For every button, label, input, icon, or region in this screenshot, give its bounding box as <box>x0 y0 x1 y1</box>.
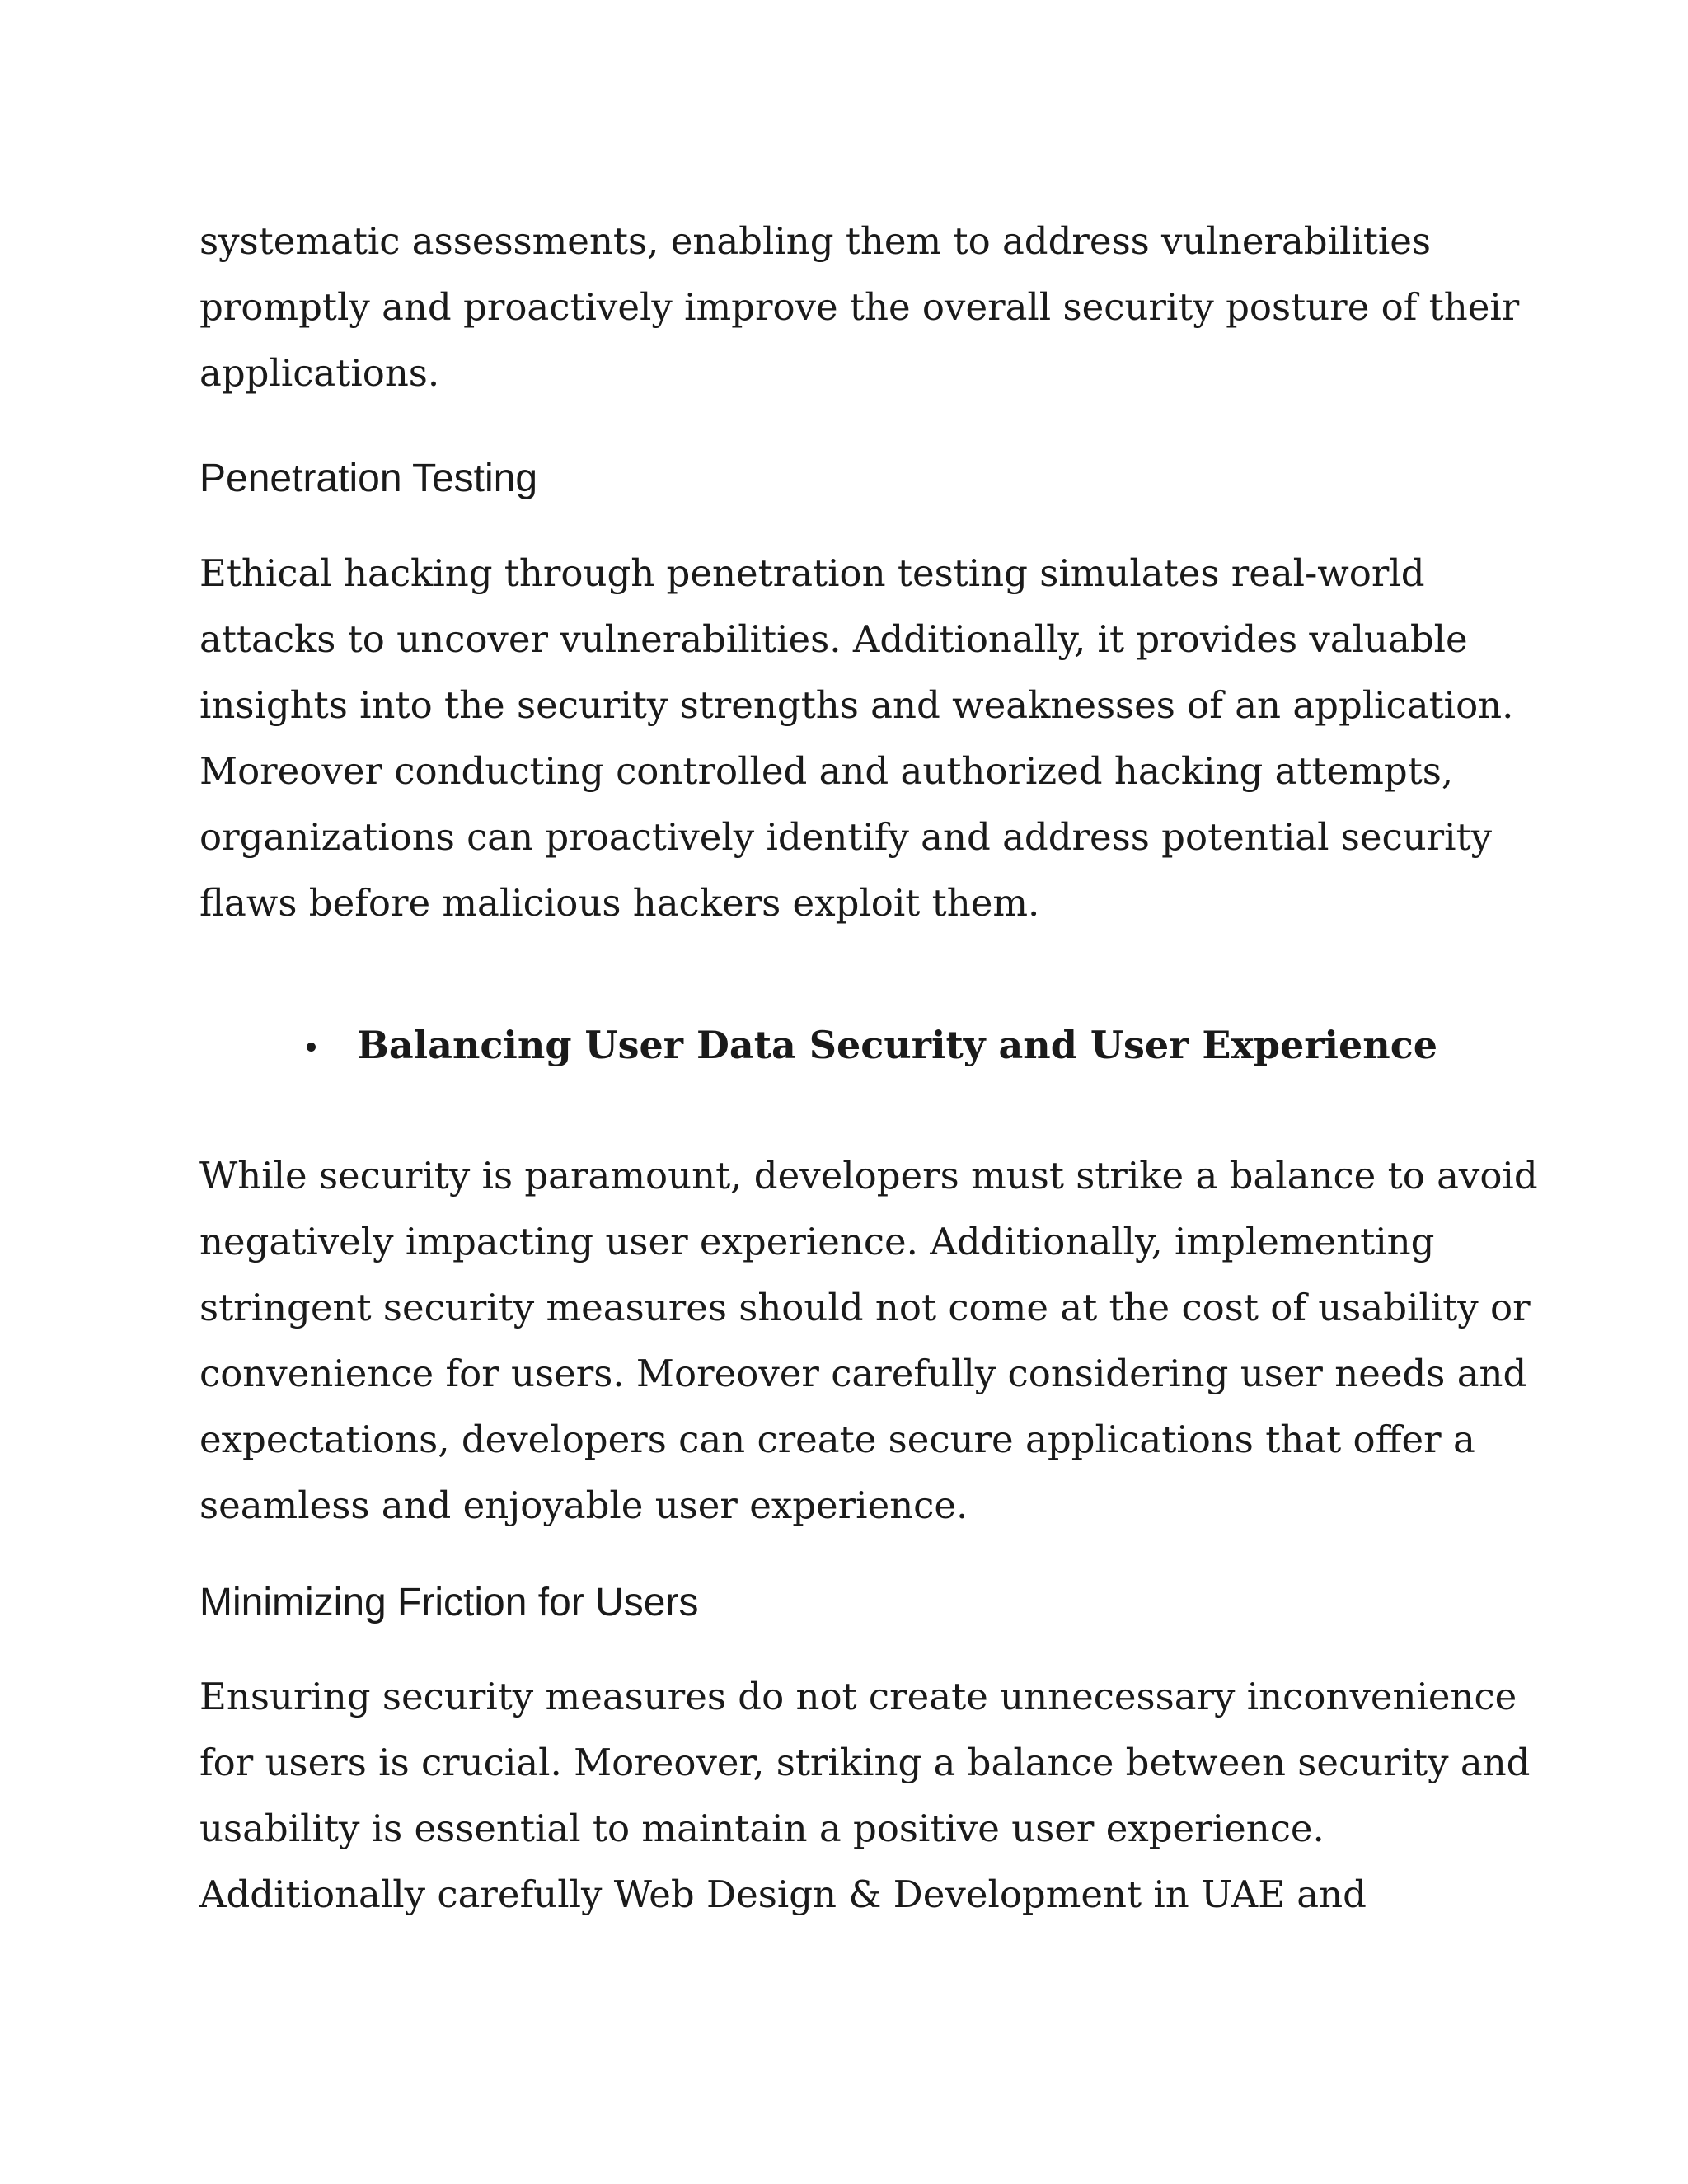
section-heading-penetration-testing: Penetration Testing <box>199 457 538 500</box>
paragraph-1-line-2: promptly and proactively improve the overall security posture of their <box>199 285 1520 329</box>
bullet-list-item <box>307 1016 1437 1074</box>
paragraph-2-line-3: insights into the security strengths and weaknesses of an application. <box>199 683 1514 727</box>
paragraph-2-line-1: Ethical hacking through penetration testing simulates real-world <box>199 551 1425 595</box>
paragraph-4-line-1: Ensuring security measures do not create unnecessary inconvenience <box>199 1675 1517 1718</box>
section-heading-minimizing-friction: Minimizing Friction for Users <box>199 1581 699 1624</box>
paragraph-3-line-2: negatively impacting user experience. Additionally, implementing <box>199 1220 1435 1263</box>
paragraph-2-line-2: attacks to uncover vulnerabilities. Additionally, it provides valuable <box>199 617 1468 661</box>
paragraph-1-line-1: systematic assessments, enabling them to address vulnerabilities <box>199 219 1431 263</box>
paragraph-3-line-1: While security is paramount, developers must strike a balance to avoid <box>199 1154 1538 1197</box>
bullet-icon <box>307 1043 316 1052</box>
bullet-heading-balancing: Balancing User Data Security and User Experience <box>357 1023 1438 1067</box>
paragraph-4-line-4: Additionally carefully Web Design & Development in UAE and <box>199 1872 1367 1916</box>
paragraph-3-line-6: seamless and enjoyable user experience. <box>199 1483 968 1527</box>
paragraph-4-line-2: for users is crucial. Moreover, striking a balance between security and <box>199 1741 1531 1784</box>
paragraph-3-line-5: expectations, developers can create secure applications that offer a <box>199 1418 1475 1461</box>
paragraph-1-line-3: applications. <box>199 351 440 395</box>
paragraph-3-line-4: convenience for users. Moreover carefully considering user needs and <box>199 1352 1527 1395</box>
paragraph-2-line-6: flaws before malicious hackers exploit them. <box>199 881 1040 925</box>
paragraph-4-line-3: usability is essential to maintain a positive user experience. <box>199 1807 1325 1850</box>
paragraph-3-line-3: stringent security measures should not come at the cost of usability or <box>199 1286 1531 1329</box>
paragraph-2-line-4: Moreover conducting controlled and authorized hacking attempts, <box>199 749 1454 793</box>
paragraph-2-line-5: organizations can proactively identify and address potential security <box>199 815 1493 859</box>
